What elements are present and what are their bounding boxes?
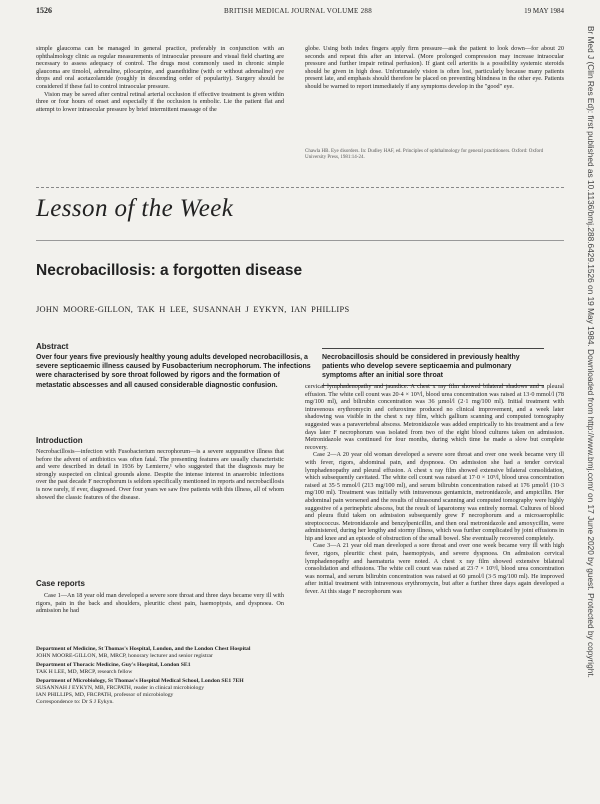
- abstract-text: Over four years five previously healthy young adults developed necrobacillosis, a severe septicaemic illness caused by Fusobacterium necrophorum. The infections were characterised by sore throat followed by rigors and the formation of metastatic abscesses and all caused considerable diagnostic confusion.: [36, 354, 311, 389]
- section-divider: [36, 187, 564, 188]
- author-list: JOHN MOORE-GILLON, TAK H LEE, SUSANNAH J EYKYN, IAN PHILLIPS: [36, 305, 350, 314]
- running-header: [36, 6, 564, 16]
- previous-article-left-column: [36, 45, 284, 113]
- affiliation-heading: Department of Thoracic Medicine, Guy's Hospital, London SE1: [36, 662, 191, 668]
- paragraph: cervical lymphadenopathy and jaundice. A chest x ray film showed bilateral shadows and a pleural effusion. The white cell count was 20·4 × 10⁹/l, blood urea concentration was raised at 13·0 mmol/l (78 mg/100 ml), and bilirubin concentration was 36 µmol/l (2·1 mg/100 ml). Initial treatment with intravenous erythromycin and cefuroxime produced no clinical improvement, and a week later shadowing was visible in the chest x ray film, which gallium scanning and computed tomography suggested was a paravertebral abscess. Metronidazole was added empirically to his treatment and a few days later F necrophorum was isolated from two of the eight blood cultures taken on admission. Metronidazole was continued for four months, during which time he made a slow but complete recovery.: [305, 383, 564, 451]
- case-1-text: [36, 592, 284, 615]
- paragraph: Case 3—A 21 year old man developed a sore throat and over one week became very ill with high fever, rigors, pleuritic chest pain, haemoptysis, and severe dyspnoea. On admission cervical lymphadenopathy and haematuria were noted. A chest x ray film showed extensive bilateral consolidation and effusions. The white cell count was raised at 23·7 × 10⁹/l, blood urea concentration was normal, and serum bilirubin concentration was raised at 60 µmol/l (3·5 mg/100 ml). He improved after initial treatment with intravenous erythromycin, but after a further three days again developed a fever. At this stage F necrophorum was: [305, 542, 564, 596]
- abstract-heading: Abstract: [36, 342, 69, 351]
- affiliation-heading: Department of Medicine, St Thomas's Hospital, London, and the London Chest Hospital: [36, 646, 251, 652]
- page-number: 1526: [36, 6, 52, 15]
- paragraph: Vision may be saved after central retinal arterial occlusion if effective treatment is given within three or four hours of onset and especially if the occlusion is embolic. Lie the patient flat and attempt to lower intraocular pressure by brief intermittent massage of the: [36, 90, 284, 113]
- reference-footnote: [305, 149, 564, 161]
- journal-name: BRITISH MEDICAL JOURNAL VOLUME 288: [224, 7, 372, 15]
- paragraph: Necrobacillosis—infection with Fusobacterium necrophorum—is a severe suppurative illness that before the advent of antibiotics was often fatal. The presenting features are usually characteristic and were described in detail in 1936 by Lemierre,¹ who suggested that the diagnosis may be strongly suspected on clinical grounds alone. Despite the intense interest in anaerobic infections over the past decade F necrophorum is seldom specifically mentioned in reports and necrobacillosis is now rarely, if ever, diagnosed. Over four years we saw five patients with this illness, all of whom showed the classic features of the disease.: [36, 448, 284, 501]
- affiliation-people: JOHN MOORE-GILLON, MB, MRCP, honorary lecturer and senior registrar: [36, 653, 213, 659]
- affiliation-people: SUSANNAH J EYKYN, MB, FRCPATH, reader in clinical microbiology IAN PHILLIPS, MD, FRCPATH, professor of microbiology: [36, 685, 205, 698]
- previous-article-right-column: [305, 45, 564, 91]
- article-right-column: [305, 383, 564, 596]
- paragraph: Case 1—An 18 year old man developed a severe sore throat and three days became very ill with rigors, pain in the back and shoulders, pleuritic chest pain, haemoptysis, and dyspnoea. On admission he had: [36, 592, 284, 615]
- reference-text: Chawla HB. Eye disorders. In: Dudley HAF, ed. Principles of ophthalmology for general practitioners. Oxford: Oxford University Press, 1981:14-24.: [305, 149, 544, 160]
- paragraph: simple glaucoma can be managed in general practice, preferably in conjunction with an ophthalmology clinic as regular measurements of intraocular pressure and visual field charting are necessary to assess adequacy of control. The drugs most commonly used in chronic simple glaucoma are timolol, adrenaline, pilocarpine, and guanethidine (with or without adrenaline) eye drops and oral acetazolamide (roughly in descending order of popularity). Surgery should be considered if these fail to control intraocular pressure.: [36, 45, 284, 90]
- article-title: Necrobacillosis: a forgotten disease: [36, 262, 303, 279]
- issue-date: 19 MAY 1984: [524, 7, 564, 15]
- section-label: Lesson of the Week: [36, 195, 234, 222]
- affiliation-heading: Department of Microbiology, St Thomas's Hospital Medical School, London SE1 7EH: [36, 678, 244, 684]
- copyright-side-text: [583, 26, 597, 788]
- author-affiliations: [36, 644, 288, 706]
- side-watermark-text: Br Med J (Clin Res Ed): first published as 10.1136/bmj.288.6429.1526 on 19 May 1984. Downloaded from http://www.bmj.com/ on 17 June 2020 by guest. Protected by copyright.: [586, 26, 596, 678]
- section-divider: [36, 240, 564, 241]
- paragraph: globe. Using both index fingers apply firm pressure—ask the patient to look down—for about 20 seconds and repeat this after an interval. (More prolonged compression may increase intraocular pressure and further impair retinal perfusion). If giant cell arteritis is a possibility systemic steroids should be given in high dose. Unfortunately vision is often lost, particularly because many patients present late, and emphasis should therefore be placed on preventing blindness in the other eye. Patients should be warned to report immediately if any symptoms develop in the "good" eye.: [305, 45, 564, 90]
- introduction-text: [36, 448, 284, 501]
- paragraph: Case 2—A 20 year old woman developed a severe sore throat and over one week became very ill with fever, rigors, abdominal pain, and dyspnoea. On admission she had a tender cervical lymphadenopathy and pleural effusion. A chest x ray film showed extensive bilateral consolidation, which subsequently cavitated. The white cell count was raised at 17·0 × 10⁹/l, blood urea concentration raised at 35·5 mmol/l (213 mg/100 ml), and serum bilirubin concentration raised at 176 µmol/l (10·3 mg/100 ml). Treatment was initially with intravenous gentamicin, metronidazole, and ampicillin. Her abdominal pain worsened and the results of ultrasound scanning and computed tomography were highly suggestive of a perinephric abscess, but the result of laparotomy was entirely normal. Cultures of blood and pleura fluid taken on admission subsequently grew F necrophorum and a microaerophilic streptococcus. Metronidazole and benzylpenicillin, and then oral metronidazole and amoxycillin, were administered, during her lengthy and stormy illness, which was further complicated by joint effusions in hip and knee and an episode of obstruction of the small bowel. She eventually recovered completely.: [305, 451, 564, 542]
- introduction-heading: Introduction: [36, 436, 83, 445]
- case-reports-heading: Case reports: [36, 579, 85, 588]
- affiliation-people: TAK H LEE, MD, MRCP, research fellow: [36, 669, 133, 675]
- highlight-box: Necrobacillosis should be considered in previously healthy patients who develop severe septicaemia and pulmonary symptoms after an initial sore throat: [322, 348, 544, 386]
- correspondence: Correspondence to: Dr S J Eykyn.: [36, 699, 114, 705]
